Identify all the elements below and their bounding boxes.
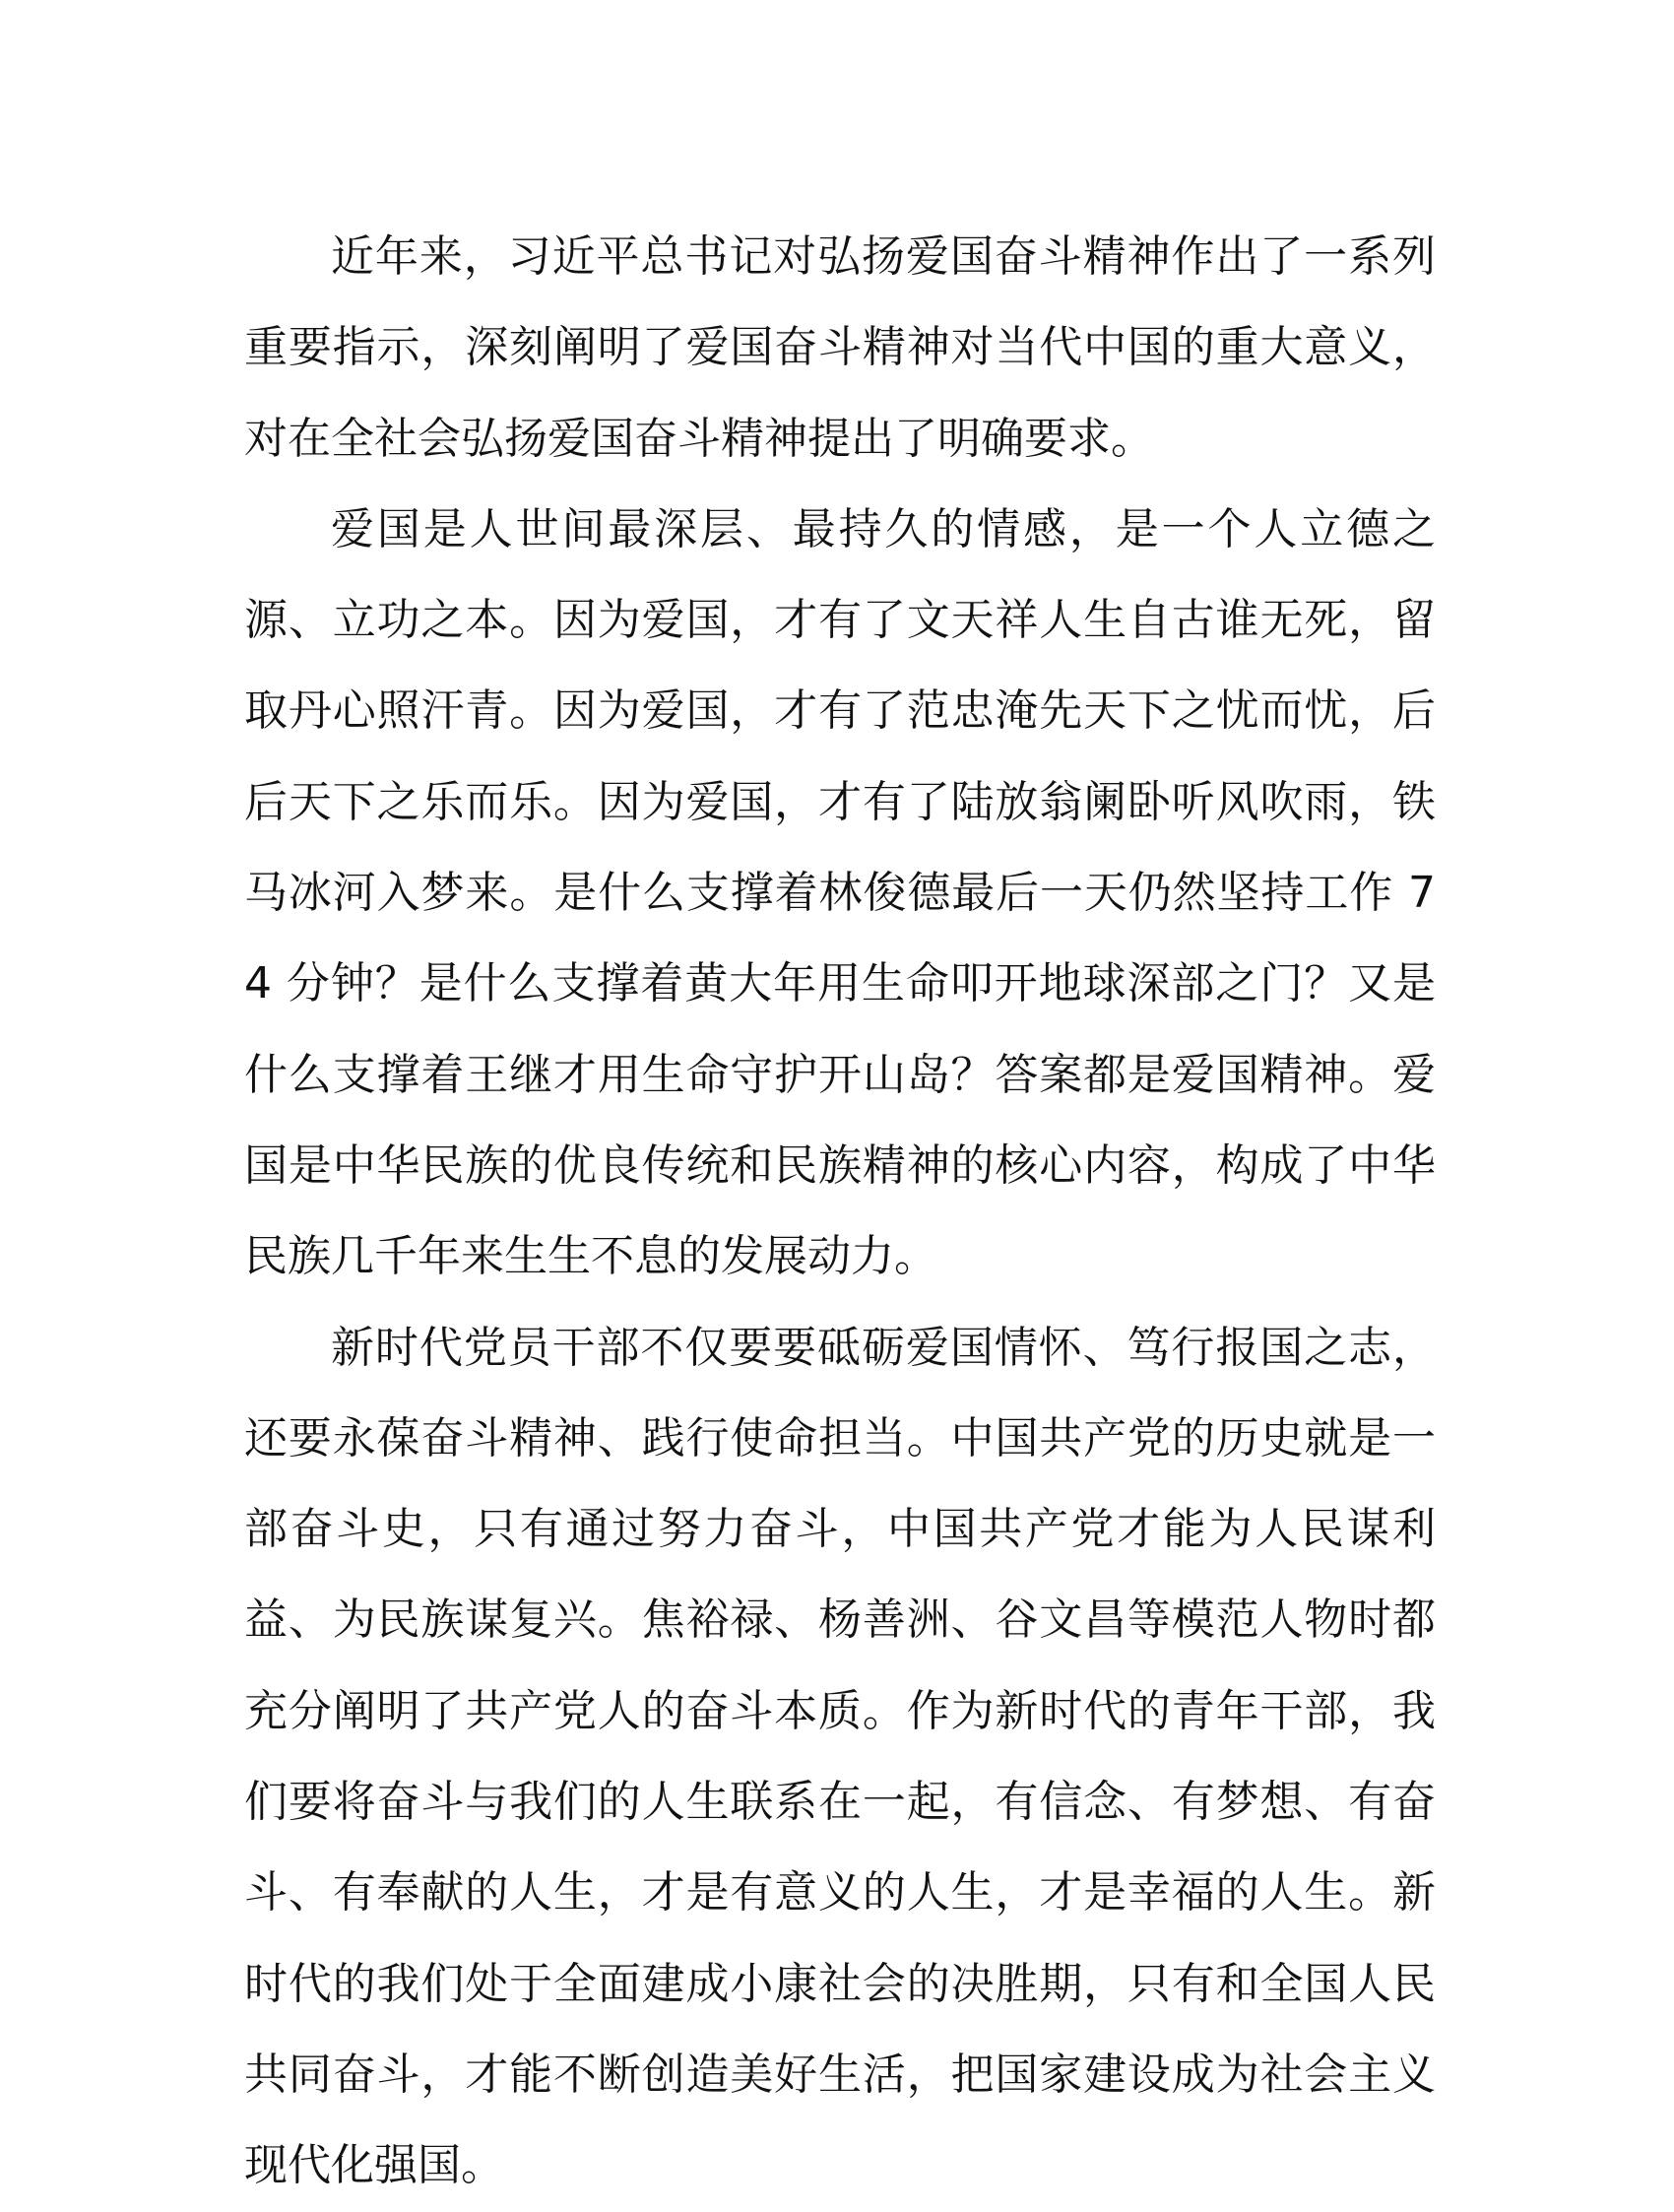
paragraph-3: 新时代党员干部不仅要要砥砺爱国情怀、笃行报国之志，还要永葆奋斗精神、践行使命担当。中国共产党的历史就是一部奋斗史，只有通过努力奋斗，中国共产党才能为人民谋利益、为民族谋复兴。焦裕禄、杨善洲、谷文昌等模范人物时都充分阐明了共产党人的奋斗本质。作为新时代的青年干部，我们要将奋斗与我们的人生联系在一起，有信念、有梦想、有奋斗、有奉献的人生，才是有意义的人生，才是幸福的人生。新时代的我们处于全面建成小康社会的决胜期，只有和全国人民共同奋斗，才能不断创造美好生活，把国家建设成为社会主义现代化强国。 <box>244 1322 1436 2191</box>
paragraph-1: 近年来，习近平总书记对弘扬爱国奋斗精神作出了一系列重要指示，深刻阐明了爱国奋斗精神对当代中国的重大意义，对在全社会弘扬爱国奋斗精神提出了明确要求。 <box>244 231 1436 464</box>
paragraph-2: 爱国是人世间最深层、最持久的情感，是一个人立德之源、立功之本。因为爱国，才有了文天祥人生自古谁无死，留取丹心照汗青。因为爱国，才有了范忠淹先天下之忧而忧，后后天下之乐而乐。因为爱国，才有了陆放翁阑卧听风吹雨，铁马冰河入梦来。是什么支撑着林俊德最后一天仍然坚持工作 74 分钟？是什么支撑着黄大年用生命叩开地球深部之门？又是什么支撑着王继才用生命守护开山岛？答案都是爱国精神。爱国是中华民族的优良传统和民族精神的核心内容，构成了中华民族几千年来生生不息的发展动力。 <box>244 503 1436 1282</box>
document-body <box>244 212 1436 2212</box>
